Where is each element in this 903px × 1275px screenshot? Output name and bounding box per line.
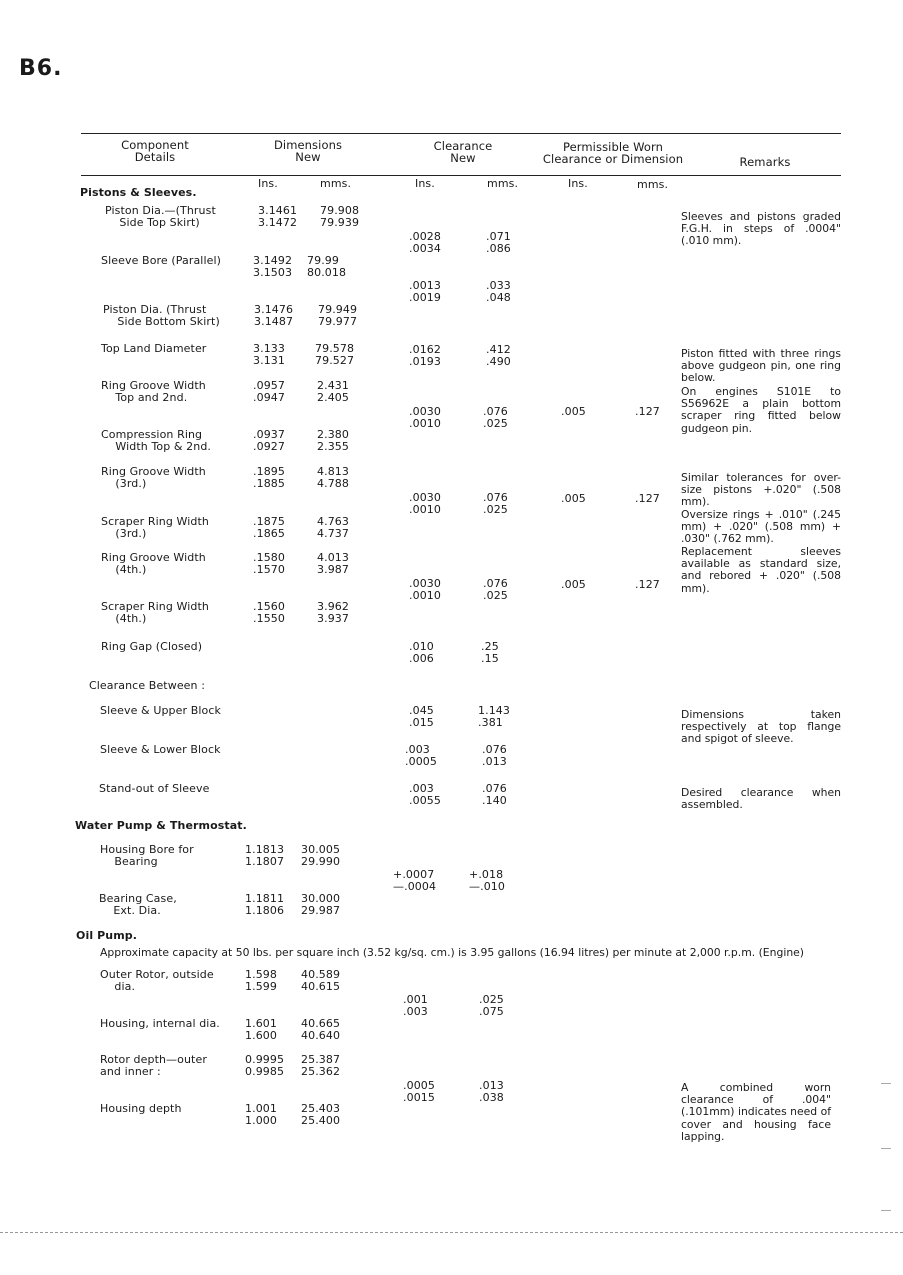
dimension-ins: 3.1472: [258, 216, 298, 229]
dimension-ins: .0947: [253, 391, 285, 404]
edge-mark: [881, 1083, 891, 1084]
dimension-ins: 3.1461: [258, 204, 298, 217]
dimension-ins: 1.000: [245, 1114, 277, 1127]
dimension-ins: 1.598: [245, 968, 277, 981]
edge-mark: [881, 1210, 891, 1211]
component-label: Width Top & 2nd.: [101, 440, 212, 453]
dimension-ins: 1.601: [245, 1017, 277, 1030]
section-title-clearance-between: Clearance Between :: [89, 679, 206, 692]
dimension-mm: 25.387: [301, 1053, 341, 1066]
component-label: Ext. Dia.: [99, 904, 161, 917]
dimension-ins: .0957: [253, 379, 285, 392]
oil-pump-capacity-note: Approximate capacity at 50 lbs. per square inch (3.52 kg/sq. cm.) is 3.95 gallons (16.94 litres) per minute at 2,000 r.p.m. (Engine): [100, 946, 805, 959]
dimension-ins: 3.133: [253, 342, 285, 355]
dimension-mm: 79.977: [318, 315, 358, 328]
unit-clr-mms: mms.: [487, 177, 519, 190]
clearance-ins: .0030: [409, 577, 441, 590]
clearance-ins: .0193: [409, 355, 441, 368]
dimension-ins: .1885: [253, 477, 285, 490]
clearance-ins: .0015: [403, 1091, 435, 1104]
clearance-mm: .490: [486, 355, 511, 368]
dimension-mm: 30.000: [301, 892, 341, 905]
clearance-ins: .0005: [403, 1079, 435, 1092]
clearance-ins: .003: [409, 782, 434, 795]
unit-dim-mms: mms.: [320, 177, 352, 190]
worn-mm: .127: [635, 492, 660, 505]
clearance-mm: .025: [479, 993, 504, 1006]
dimension-ins: .0937: [253, 428, 285, 441]
dimension-mm: 25.403: [301, 1102, 341, 1115]
dimension-ins: .1570: [253, 563, 285, 576]
dimension-mm: 29.990: [301, 855, 341, 868]
clearance-mm: .033: [486, 279, 511, 292]
component-label: dia.: [100, 980, 136, 993]
clearance-ins: .0013: [409, 279, 441, 292]
clearance-ins: .0010: [409, 503, 441, 516]
clearance-mm: .076: [483, 491, 508, 504]
dimension-ins: .1560: [253, 600, 285, 613]
dimension-ins: 0.9995: [245, 1053, 285, 1066]
remark-oversize-rings: Oversize rings + .010" (.245 mm) + .020" (.508 mm) + .030" (.762 mm).: [681, 508, 841, 546]
dimension-ins: 1.1813: [245, 843, 285, 856]
component-label: Piston Dia.—(Thrust: [105, 204, 216, 217]
dimension-mm: 79.949: [318, 303, 358, 316]
clearance-ins: +.0007: [393, 868, 435, 881]
component-label: Top and 2nd.: [101, 391, 188, 404]
component-label: (3rd.): [101, 527, 147, 540]
clearance-mm: .412: [486, 343, 511, 356]
component-label: Housing, internal dia.: [100, 1017, 220, 1030]
clearance-ins: .0055: [409, 794, 441, 807]
dimension-ins: 0.9985: [245, 1065, 285, 1078]
component-label: Sleeve & Upper Block: [100, 704, 221, 717]
dimension-mm: 4.763: [317, 515, 349, 528]
clearance-mm: .038: [479, 1091, 504, 1104]
dimension-ins: 3.1503: [253, 266, 293, 279]
remark-sleeve-grading: Sleeves and pistons graded F.G.H. in steps of .0004" (.010 mm).: [681, 210, 841, 248]
dimension-mm: 40.640: [301, 1029, 341, 1042]
header-top-rule: [81, 133, 841, 134]
component-label: and inner :: [100, 1065, 161, 1078]
section-title-oil-pump: Oil Pump.: [76, 929, 138, 942]
dimension-ins: 3.1476: [254, 303, 294, 316]
clearance-mm: .075: [479, 1005, 504, 1018]
dimension-mm: 3.962: [317, 600, 349, 613]
remark-dimensions-taken: Dimensions taken respectively at top flange and spigot of sleeve.: [681, 708, 841, 746]
dimension-mm: 3.937: [317, 612, 349, 625]
component-label: Side Top Skirt): [105, 216, 200, 229]
component-label: Side Bottom Skirt): [103, 315, 220, 328]
dimension-ins: 1.1811: [245, 892, 285, 905]
dimension-ins: .1865: [253, 527, 285, 540]
clearance-mm: 1.143: [478, 704, 510, 717]
component-label: Ring Groove Width: [101, 551, 206, 564]
component-label: Stand-out of Sleeve: [99, 782, 210, 795]
clearance-mm: .25: [481, 640, 499, 653]
component-label: Bearing: [100, 855, 158, 868]
dimension-mm: 80.018: [307, 266, 347, 279]
remark-replacement-sleeves: Replacement sleeves available as standard size, and rebored + .020" (.508 mm).: [681, 545, 841, 595]
unit-clr-ins: Ins.: [415, 177, 435, 190]
clearance-mm: .140: [482, 794, 507, 807]
component-label: Piston Dia. (Thrust: [103, 303, 207, 316]
component-label: (3rd.): [101, 477, 147, 490]
clearance-ins: .006: [409, 652, 434, 665]
dimension-mm: 4.013: [317, 551, 349, 564]
dimension-mm: 4.813: [317, 465, 349, 478]
dimension-mm: 40.615: [301, 980, 341, 993]
dimension-mm: 79.908: [320, 204, 360, 217]
dimension-mm: 2.431: [317, 379, 349, 392]
component-label: Scraper Ring Width: [101, 600, 209, 613]
component-label: Housing depth: [100, 1102, 182, 1115]
worn-ins: .005: [561, 578, 586, 591]
dimension-mm: 79.527: [315, 354, 355, 367]
section-title-pistons: Pistons & Sleeves.: [80, 186, 197, 199]
clearance-ins: .003: [405, 743, 430, 756]
dimension-ins: .1895: [253, 465, 285, 478]
scan-dash-line: [0, 1232, 903, 1234]
dimension-mm: 4.788: [317, 477, 349, 490]
clearance-ins: .0028: [409, 230, 441, 243]
clearance-mm: .086: [486, 242, 511, 255]
component-label: Ring Gap (Closed): [101, 640, 203, 653]
component-label: Sleeve Bore (Parallel): [101, 254, 222, 267]
clearance-mm: .076: [483, 577, 508, 590]
dimension-ins: .1550: [253, 612, 285, 625]
dimension-ins: .0927: [253, 440, 285, 453]
component-label: (4th.): [101, 612, 147, 625]
clearance-mm: +.018: [469, 868, 504, 881]
clearance-mm: .025: [483, 589, 508, 602]
clearance-ins: .0019: [409, 291, 441, 304]
dimension-mm: 2.405: [317, 391, 349, 404]
dimension-mm: 79.99: [307, 254, 339, 267]
component-label: Rotor depth—outer: [100, 1053, 207, 1066]
page-label: B6.: [19, 56, 63, 81]
clearance-mm: .381: [478, 716, 503, 729]
clearance-ins: —.0004: [393, 880, 437, 893]
clearance-mm: .025: [483, 503, 508, 516]
component-label: (4th.): [101, 563, 147, 576]
dimension-ins: 3.1487: [254, 315, 294, 328]
remark-desired-clearance: Desired clearance when assembled.: [681, 786, 841, 812]
dimension-mm: 40.589: [301, 968, 341, 981]
clearance-mm: .076: [483, 405, 508, 418]
clearance-ins: .0030: [409, 405, 441, 418]
component-label: Scraper Ring Width: [101, 515, 209, 528]
remark-worn-clearance: A combined worn clearance of .004" (.101mm) indicates need of cover and housing face lapping.: [681, 1081, 831, 1143]
remark-oversize-pistons: Similar tolerances for over-size pistons +.020" (.508 mm).: [681, 471, 841, 509]
clearance-ins: .0030: [409, 491, 441, 504]
clearance-mm: .048: [486, 291, 511, 304]
component-label: Compression Ring: [101, 428, 203, 441]
clearance-ins: .0005: [405, 755, 437, 768]
dimension-ins: 1.001: [245, 1102, 277, 1115]
clearance-ins: .0010: [409, 417, 441, 430]
clearance-ins: .015: [409, 716, 434, 729]
clearance-mm: .071: [486, 230, 511, 243]
dimension-mm: 4.737: [317, 527, 349, 540]
clearance-ins: .0010: [409, 589, 441, 602]
clearance-mm: —.010: [469, 880, 505, 893]
component-label: Sleeve & Lower Block: [100, 743, 221, 756]
dimension-mm: 2.380: [317, 428, 349, 441]
remark-piston-rings: Piston fitted with three rings above gudgeon pin, one ring below.: [681, 347, 841, 385]
dimension-ins: 3.1492: [253, 254, 293, 267]
clearance-ins: .001: [403, 993, 428, 1006]
dimension-mm: 3.987: [317, 563, 349, 576]
clearance-mm: .013: [479, 1079, 504, 1092]
unit-worn-ins: Ins.: [568, 177, 588, 190]
component-label: Ring Groove Width: [101, 465, 206, 478]
clearance-ins: .003: [403, 1005, 428, 1018]
edge-mark: [881, 1148, 891, 1149]
component-label: Bearing Case,: [99, 892, 177, 905]
worn-ins: .005: [561, 405, 586, 418]
dimension-mm: 25.400: [301, 1114, 341, 1127]
worn-mm: .127: [635, 578, 660, 591]
component-label: Outer Rotor, outside: [100, 968, 214, 981]
dimension-ins: 1.1806: [245, 904, 285, 917]
dimension-ins: 1.1807: [245, 855, 285, 868]
remark-scraper-ring: On engines S101E to S56962E a plain bottom scraper ring fitted below gudgeon pin.: [681, 385, 841, 435]
unit-worn-mms: mms.: [637, 178, 669, 191]
dimension-ins: 1.599: [245, 980, 277, 993]
worn-ins: .005: [561, 492, 586, 505]
clearance-ins: .010: [409, 640, 434, 653]
component-label: Top Land Diameter: [101, 342, 207, 355]
clearance-ins: .0034: [409, 242, 441, 255]
dimension-mm: 30.005: [301, 843, 341, 856]
dimension-mm: 2.355: [317, 440, 349, 453]
column-header-remarks: Remarks: [739, 155, 791, 169]
clearance-ins: .0162: [409, 343, 441, 356]
clearance-mm: .013: [482, 755, 507, 768]
dimension-ins: 1.600: [245, 1029, 277, 1042]
dimension-ins: .1875: [253, 515, 285, 528]
unit-dim-ins: Ins.: [258, 177, 278, 190]
clearance-mm: .076: [482, 743, 507, 756]
dimension-mm: 79.578: [315, 342, 355, 355]
section-title-water-pump: Water Pump & Thermostat.: [75, 819, 247, 832]
component-label: Ring Groove Width: [101, 379, 206, 392]
dimension-mm: 25.362: [301, 1065, 341, 1078]
clearance-mm: .025: [483, 417, 508, 430]
clearance-mm: .15: [481, 652, 499, 665]
dimension-mm: 79.939: [320, 216, 360, 229]
worn-mm: .127: [635, 405, 660, 418]
dimension-mm: 40.665: [301, 1017, 341, 1030]
dimension-ins: .1580: [253, 551, 285, 564]
header-bottom-rule: [81, 175, 841, 176]
clearance-ins: .045: [409, 704, 434, 717]
component-label: Housing Bore for: [100, 843, 194, 856]
dimension-mm: 29.987: [301, 904, 341, 917]
clearance-mm: .076: [482, 782, 507, 795]
dimension-ins: 3.131: [253, 354, 285, 367]
